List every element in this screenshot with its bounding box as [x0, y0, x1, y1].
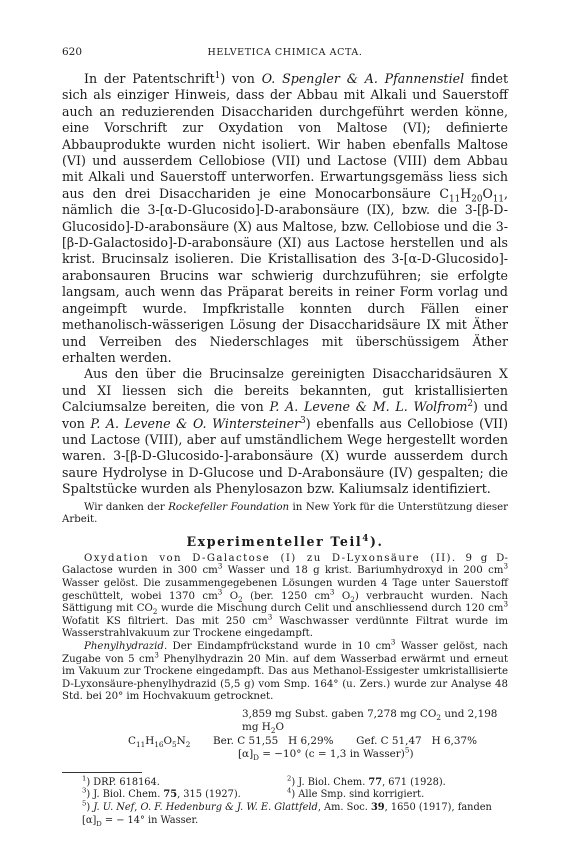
- text-run: und 2,198 mg H: [242, 707, 498, 734]
- text-run: 3: [217, 561, 223, 571]
- text-run: 4: [362, 533, 370, 544]
- footnote-3: [62, 789, 287, 802]
- text-run: (ber. 1250 cm: [242, 590, 330, 602]
- footnote-1: [62, 774, 287, 790]
- text-run: ) DRP. 618164.: [86, 776, 160, 788]
- text-run: 11: [492, 194, 504, 205]
- text-run: O: [222, 590, 239, 602]
- text-run: O: [482, 185, 493, 201]
- footnote-rule: [62, 772, 142, 773]
- page-header: [62, 46, 508, 62]
- text-run: 3: [503, 599, 508, 609]
- elemental-analysis: [62, 708, 508, 762]
- text-run: O: [275, 721, 285, 734]
- text-run: 2: [467, 398, 474, 409]
- text-run: P. A. Levene: [269, 399, 350, 415]
- text-run: P. A. Levene: [90, 415, 171, 431]
- text-run: Phenylhydrazin 20 Min. auf dem Wasserbad erwärmt und erneut im Vakuum zur Trockene eingedampft. Das aus Methanol-Essigester umkristallisierte D-Lyxonsäure-phenylhydrazid (5,5 g) vom Smp. 164° (u. Zers.) wurde zur Analyse 48 Std. bei 20° im Hochvakuum getrocknet.: [62, 653, 508, 703]
- text-run: , nämlich die 3-[α-D-Glucosido]-D-arabonsäure (IX), bzw. die 3-[β-D-Glucosido]-D-arabonsäure (X) aus Maltose, bzw. Cellobiose und die 3-[β-D-Galactosido]-D-arabonsäure (XI) aus Lactose herstellen und als krist. Brucinsalz isolieren. Die Kristallisation des 3-[α-D-Glucosido]-arabonsauren Brucins war schwierig durchzuführen; sie erfolgte langsam, auch wenn das Präparat bereits in reiner Form vorlag und angeimpft wurde. Impfkristalle konnten durch Fällen einer methanolisch-wässerigen Lösung der Disaccharidsäure IX mit Äther und Verreiben des Niederschlages mit überschüssigem Äther erhalten werden.: [62, 185, 508, 365]
- text-run: D: [253, 753, 259, 763]
- text-run: = − 14° in Wasser.: [101, 814, 199, 826]
- experimental-section: [62, 553, 508, 704]
- text-run: 3: [267, 612, 273, 622]
- text-run: C: [128, 734, 136, 747]
- text-run: O. Wintersteiner: [192, 415, 301, 431]
- text-run: 1: [82, 774, 87, 783]
- footnote-2: [287, 774, 508, 790]
- text-run: Rockefeller Foundation: [168, 501, 290, 513]
- text-run: ): [86, 802, 94, 814]
- text-run: 2: [238, 594, 243, 604]
- text-run: wurde die Mischung durch Celit und anschliessend durch 120 cm: [157, 603, 504, 615]
- text-run: ,: [134, 802, 141, 814]
- text-run: Wofatit KS filtriert. Das mit 250 cm: [62, 615, 268, 627]
- text-run: 2: [436, 712, 442, 722]
- text-run: 4: [287, 787, 292, 796]
- text-run: Phenylhydrazid.: [84, 640, 168, 652]
- text-run: ) von: [220, 71, 262, 86]
- text-run: M. L. Wolfrom: [372, 399, 468, 415]
- text-run: ) und von: [62, 399, 508, 431]
- text-run: 2: [270, 726, 276, 736]
- text-run: 2: [287, 774, 292, 783]
- text-run: 5: [172, 739, 177, 749]
- text-run: , Am. Soc.: [317, 802, 371, 814]
- text-run: &: [349, 399, 373, 415]
- text-run: ) J. Biol. Chem.: [86, 789, 164, 801]
- text-run: Wir danken der: [84, 501, 169, 513]
- text-run: 16: [154, 739, 164, 749]
- text-run: Der Eindampfrückstand wurde in 10 cm: [167, 640, 391, 652]
- footnote-5: [62, 799, 508, 828]
- text-run: 3: [503, 561, 508, 571]
- text-run: 3: [390, 637, 396, 647]
- optical-rotation: [62, 745, 508, 763]
- text-run: 3: [154, 650, 159, 660]
- text-run: Experimenteller Teil: [186, 533, 363, 549]
- page-number: 620: [62, 46, 83, 58]
- main-text: [62, 71, 508, 498]
- text-run: &: [221, 802, 237, 814]
- experimental-paragraph-2: [62, 637, 508, 704]
- text-run: ) J. Biol. Chem.: [291, 776, 369, 788]
- text-run: Waschwasser verdünnte Filtrat wurde im Wasserstrahlvakuum zur Trockene eingedampft.: [62, 615, 508, 640]
- text-run: 3,859 mg Subst. gaben 7,278 mg CO: [242, 707, 437, 720]
- text-run: , 671 (1928).: [382, 776, 446, 788]
- text-run: H: [460, 185, 472, 201]
- text-run: ) ebenfalls aus Cellobiose (VII) und Lactose (VIII), aber auf umständlichem Wege hergestellt worden waren. 3-[β-D-Glucosido-]-arabonsäure (X) wurde ausserdem durch saure Hydrolyse in D-Glucose und D-Arabonsäure (IV) gespalten; die Spaltstücke wurden als Phenylosazon bzw. Kaliumsalz identifiziert.: [62, 415, 509, 497]
- analysis-measurement: [62, 708, 508, 735]
- text-run: , 315 (1927).: [177, 789, 241, 801]
- text-run: 5: [82, 799, 87, 808]
- text-run: O: [163, 734, 173, 747]
- text-run: A. Pfannenstiel: [364, 71, 465, 86]
- text-run: 39: [370, 802, 385, 814]
- text-run: , 1650 (1917), fanden [α]: [82, 802, 492, 826]
- text-run: O. Spengler: [261, 71, 340, 86]
- text-run: D: [96, 819, 102, 828]
- text-run: J. W. E. Glattfeld: [236, 802, 318, 814]
- text-run: Aus den über die Brucinsalze gereinigten Disaccharidsäuren X und XI liessen sich die bereits bekannten, gut kristallisierten Calciumsalze bereiten, die von: [62, 366, 508, 415]
- analysis-formula-line: [62, 735, 508, 749]
- analysis-found: Gef. C 51,47 H 6,37%: [356, 734, 477, 747]
- text-run: Wasser gelöst, nach Zugabe von 5 cm: [62, 640, 508, 665]
- molecular-formula: [128, 735, 190, 749]
- text-run: 11: [135, 739, 146, 749]
- text-run: ): [409, 748, 414, 761]
- text-run: 9 g D-Galactose wurden in 300 cm: [62, 552, 508, 577]
- text-run: 2: [350, 594, 355, 604]
- text-run: 3: [329, 587, 335, 597]
- acknowledgement: [62, 502, 508, 527]
- text-run: 3: [82, 787, 87, 796]
- text-run: 1: [214, 70, 221, 81]
- text-run: ) Alle Smp. sind korrigiert.: [291, 789, 425, 801]
- text-run: 2: [185, 739, 191, 749]
- text-run: &: [339, 71, 365, 86]
- text-run: 11: [449, 194, 461, 205]
- footnotes: [62, 774, 508, 828]
- text-run: = −10° (c = 1,3 in Wasser): [258, 748, 405, 761]
- running-title: HELVETICA CHIMICA ACTA.: [207, 47, 363, 58]
- paragraph-1: [62, 71, 508, 366]
- text-run: [α]: [238, 748, 254, 761]
- text-run: 5: [404, 745, 410, 755]
- text-run: 2: [152, 607, 158, 617]
- text-run: Wasser gelöst. Die zusammengegebenen Lösungen wurden 4 Tage unter Sauerstoff geschüttelt, wobei 1370 cm: [62, 577, 508, 602]
- text-run: 75: [163, 789, 178, 801]
- text-run: O: [334, 590, 351, 602]
- footnote-4: [287, 789, 508, 802]
- text-run: ) verbraucht wurden. Nach Sättigung mit CO: [62, 590, 508, 615]
- text-run: Wasser und 18 g krist. Bariumhydroxyd in 200 cm: [222, 565, 504, 577]
- text-run: 20: [471, 194, 483, 205]
- text-run: 77: [368, 776, 383, 788]
- text-run: 3: [217, 587, 223, 597]
- text-run: Oxydation von D-Galactose (I) zu D-Lyxonsäure (II).: [84, 552, 457, 564]
- text-run: J. U. Nef: [93, 802, 135, 814]
- experimental-paragraph-1: [62, 553, 508, 641]
- journal-page: [62, 46, 508, 827]
- text-run: H: [145, 734, 155, 747]
- text-run: 3: [300, 415, 306, 426]
- text-run: in New York für die Unterstützung dieser Arbeit.: [62, 501, 508, 526]
- analysis-calculated: Ber. C 51,55 H 6,29%: [213, 734, 334, 747]
- text-run: In der Patentschrift: [84, 71, 215, 86]
- text-run: findet sich als einziger Hinweis, dass der Abbau mit Alkali und Sauerstoff auch an reduzierenden Disacchariden durchgeführt werden könne, eine Vorschrift zur Oxydation von Maltose (VI); definierte Abbauprodukte wurden nicht isoliert. Wir haben ebenfalls Maltose (VI) und ausserdem Cellobiose (VII) und Lactose (VIII) dem Abbau mit Alkali und Sauerstoff unterworfen. Erwartungsgemäss liess sich aus den drei Disacchariden je eine Monocarbonsäure C: [62, 71, 509, 201]
- text-run: &: [170, 415, 193, 431]
- text-run: N: [176, 734, 186, 747]
- paragraph-2: [62, 366, 508, 497]
- text-run: ).: [369, 533, 384, 549]
- section-title: [62, 534, 508, 549]
- text-run: O. F. Hedenburg: [140, 802, 222, 814]
